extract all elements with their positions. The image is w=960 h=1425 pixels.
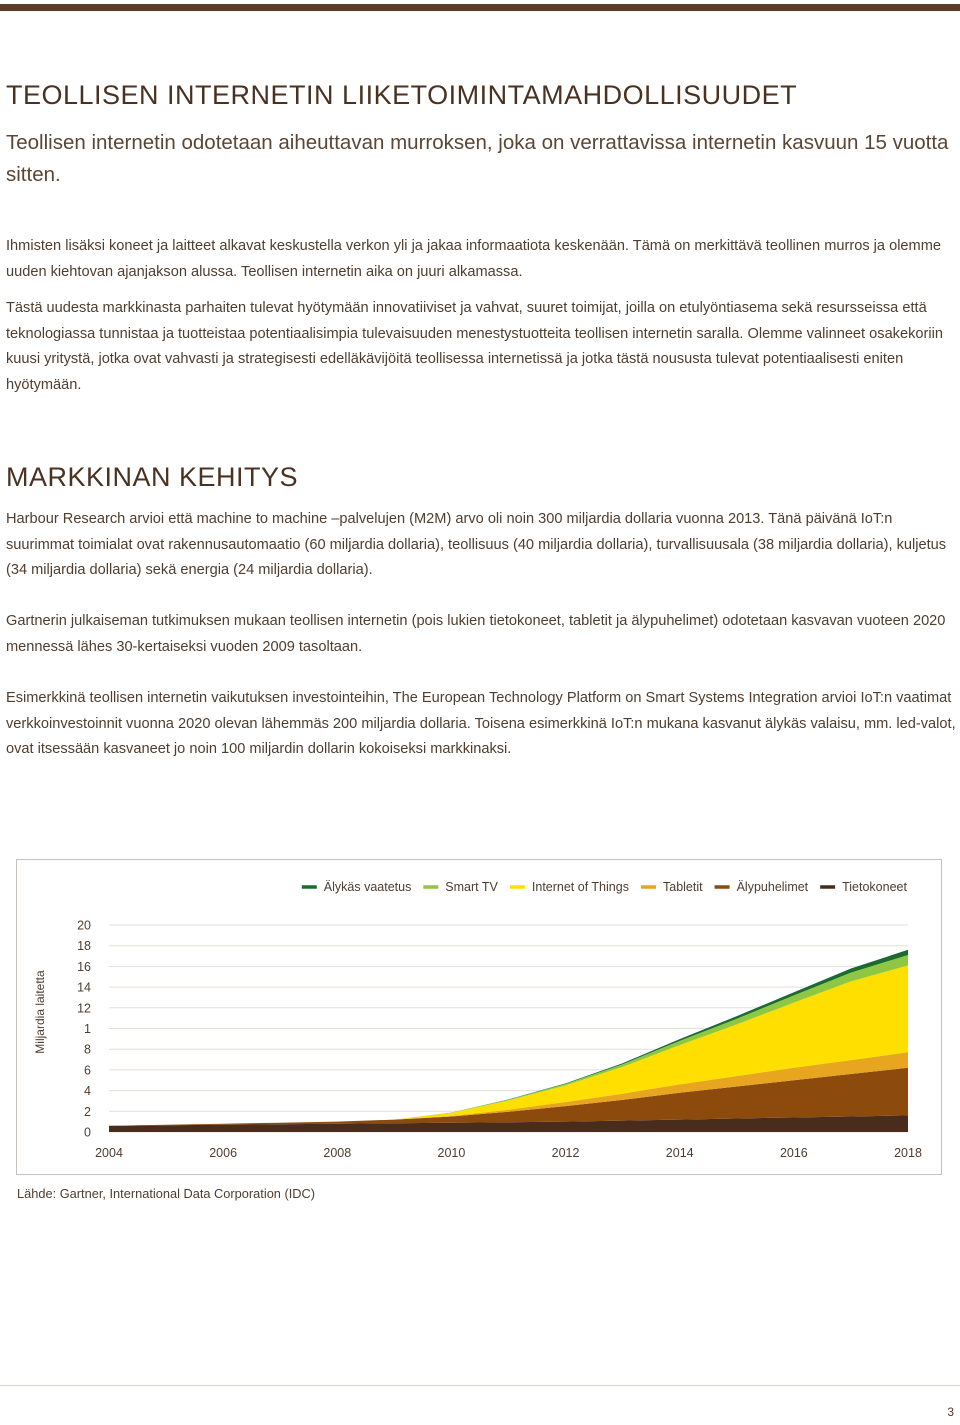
section-title-business-opportunities: TEOLLISEN INTERNETIN LIIKETOIMINTAMAHDOLLISUUDET [6,80,798,110]
paragraph-harbour-research: Harbour Research arvioi että machine to machine –palvelujen (M2M) arvo oli noin 300 miljardia dollaria vuonna 2013. Tänä päivänä IoT:n suurimmat toimialat ovat rakennusautomaatio (60 miljardia dollaria), teollisuus (40 miljardia dollaria), turvallisuusala (38 miljardia dollaria), kuljetus (34 miljardia dollaria) sekä energia (24 miljardia dollaria). [6,511,947,578]
x-tick-label: 2014 [665,1146,694,1160]
section-title-market-development: MARKKINAN KEHITYS [6,462,299,492]
x-tick-label: 2012 [551,1146,580,1160]
legend-label: Tabletit [663,880,703,894]
y-tick-label: 6 [84,1063,91,1078]
legend-label: Tietokoneet [842,880,907,894]
legend-label: Älykäs vaatetus [323,880,412,894]
legend-label: Internet of Things [531,880,629,894]
paragraph-machines-communicate: Ihmisten lisäksi koneet ja laitteet alkavat keskustella verkon yli ja jakaa informaatiota keskenään. Tämä on merkittävä teollinen murros ja olemme uuden kiehtovan ajanjakson alussa. Teollisen internetin aika on juuri alkamassa. [6,238,941,280]
lead-paragraph: Teollisen internetin odotetaan aiheuttavan murroksen, joka on verrattavissa internetin kasvuun 15 vuotta sitten. [6,131,949,186]
y-tick-label: 2 [84,1104,91,1119]
chart-canvas [17,860,943,1176]
y-tick-label: 1 [84,1022,91,1036]
page-number: 3 [947,1405,954,1419]
paragraph-investment-example: Esimerkkinä teollisen internetin vaikutuksen investointeihin, The European Technology Platform on Smart Systems Integration arvioi IoT:n vaatimat verkkoinvestoinnit vuonna 2020 olevan lähemmäs 200 miljardia dollaria. Toisena esimerkkinä IoT:n mukana kasvanut älykäs valaisu, mm. led-valot, ovat itsessään kasvaneet jo noin 100 miljardin dollarin kokoiseksi markkinaksi. [6,690,956,757]
y-tick-label: 20 [77,918,91,933]
paragraph-gartner: Gartnerin julkaiseman tutkimuksen mukaan teollisen internetin (pois lukien tietokoneet, tabletit ja älypuhelimet) odotetaan kasvavan vuoteen 2020 mennessä lähes 30-kertaiseksi vuoden 2009 tasoltaan. [6,613,946,655]
y-tick-label: 14 [77,980,91,995]
y-tick-label: 18 [77,939,91,954]
footer-divider [0,1385,960,1386]
x-tick-label: 2016 [779,1146,808,1160]
device-growth-chart [16,859,942,1175]
x-tick-label: 2010 [437,1146,466,1160]
y-tick-label: 4 [84,1084,91,1099]
y-tick-label: 16 [77,959,91,974]
y-axis-label: Miljardia laitetta [33,970,47,1054]
y-tick-label: 0 [84,1125,91,1140]
x-tick-label: 2004 [95,1146,123,1160]
legend-label: Smart TV [445,880,498,894]
legend-label: Älypuhelimet [736,880,809,894]
y-tick-label: 8 [84,1042,91,1057]
x-tick-label: 2006 [209,1146,238,1160]
paragraph-market-winners: Tästä uudesta markkinasta parhaiten tulevat hyötymään innovatiiviset ja vahvat, suuret toimijat, joilla on etulyöntiasema sekä resursseissa että teknologiassa tunnistaa ja tuotteistaa potentiaalisimpia tulevaisuuden menestystuotteita teollisen internetin saralla. Olemme valinneet osakekoriin kuusi yritystä, jotka ovat vahvasti ja strategisesti edelläkävijöitä teollisessa internetissä ja jotka tästä noususta tulevat potentiaalisesti eniten hyötymään. [6,300,943,393]
chart-source-note: Lähde: Gartner, International Data Corporation (IDC) [17,1186,316,1201]
top-color-bar [0,4,960,11]
y-tick-label: 12 [77,1001,91,1016]
x-tick-label: 2008 [323,1146,352,1160]
x-tick-label: 2018 [894,1146,922,1160]
